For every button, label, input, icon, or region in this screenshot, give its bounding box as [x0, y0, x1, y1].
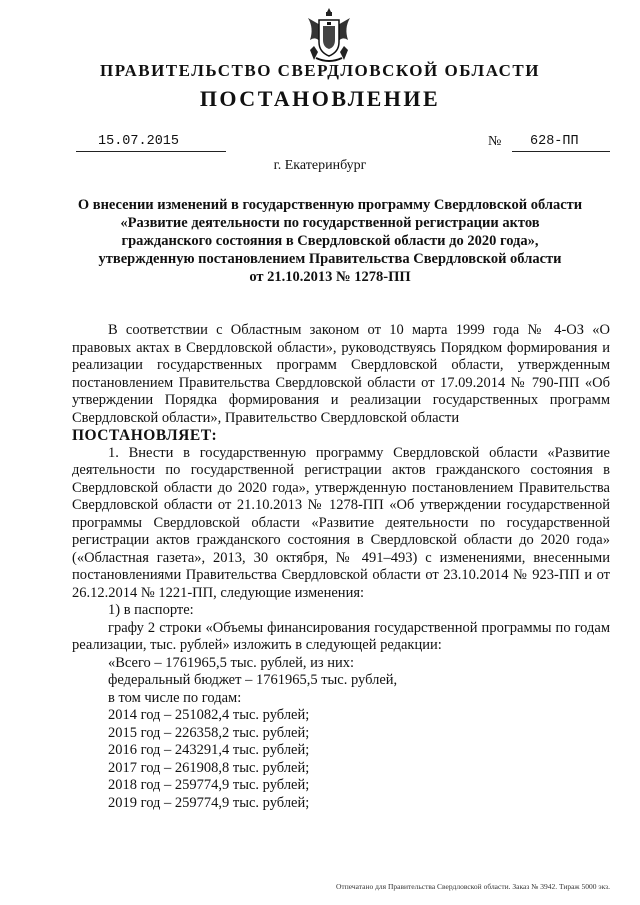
document-date: 15.07.2015 [76, 134, 226, 152]
title-line: «Развитие деятельности по государственной регистрации актов [120, 215, 540, 231]
title-line: от 21.10.2013 № 1278-ПП [249, 269, 411, 285]
document-title [60, 196, 600, 286]
document-type-heading: ПОСТАНОВЛЕНИЕ [199, 86, 441, 111]
subitem-1-label: 1) в паспорте: [108, 602, 194, 618]
print-footer: Отпечатано для Правительства Свердловской области. Заказ № 3942. Тираж 5000 экз. [336, 882, 610, 891]
funding-line: 2014 год – 251082,4 тыс. рублей; [108, 707, 310, 723]
item-1-paragraph: 1. Внести в государственную программу Свердловской области «Развитие деятельности по государственной регистрации актов гражданского состояния в Свердловской области до 2020 года», утвержденную постановлением Правительства Свердловской области от 21.10.2013 № 1278-ПП «Об утверждении государственной программы Свердловской области «Развитие деятельности по государственной регистрации актов гражданского состояния в Свердловской области до 2020 года» («Областная газета», 2013, 30 октября, № 491–493) с изменениями, внесенными постановлениями Правительства Свердловской области от 23.10.2014 № 923-ПП и от 26.12.2014 № 1221-ПП, следующие изменения: [72, 444, 610, 601]
funding-line: 2019 год – 259774,9 тыс. рублей; [108, 794, 310, 811]
government-heading: ПРАВИТЕЛЬСТВО СВЕРДЛОВСКОЙ ОБЛАСТИ [100, 61, 540, 80]
city-label: г. Екатеринбург [273, 158, 367, 173]
decree-heading: ПОСТАНОВЛЯЕТ: [72, 427, 218, 444]
funding-line: 2016 год – 243291,4 тыс. рублей; [108, 742, 310, 758]
funding-line: федеральный бюджет – 1761965,5 тыс. рублей, [108, 672, 398, 688]
graf-paragraph: графу 2 строки «Объемы финансирования государственной программы по годам реализации, тыс. рублей» изложить в следующей редакции: [72, 619, 610, 653]
document-body [72, 322, 610, 812]
number-sign: № [488, 134, 502, 149]
title-line: О внесении изменений в государственную программу Свердловской области [77, 197, 583, 213]
coat-of-arms-emblem [302, 6, 356, 64]
title-line: утвержденную постановлением Правительства Свердловской области [98, 251, 562, 267]
preamble-paragraph: В соответствии с Областным законом от 10 марта 1999 года № 4-ОЗ «О правовых актах в Свердловской области», руководствуясь Порядком формирования и реализации государственных программ Свердловской области, утвержденным постановлением Правительства Свердловской области от 17.09.2014 № 790-ПП «Об утверждении Порядка формирования и реализации государственных программ Свердловской области», Правительство Свердловской области [72, 322, 610, 426]
funding-line: 2017 год – 261908,8 тыс. рублей; [108, 759, 310, 776]
title-line: гражданского состояния в Свердловской области до 2020 года», [121, 233, 539, 249]
funding-line: в том числе по годам: [108, 689, 242, 706]
funding-line: «Всего – 1761965,5 тыс. рублей, из них: [108, 654, 355, 671]
funding-line: 2018 год – 259774,9 тыс. рублей; [108, 777, 310, 793]
funding-line: 2015 год – 226358,2 тыс. рублей; [108, 724, 310, 741]
document-number: 628-ПП [512, 134, 610, 152]
